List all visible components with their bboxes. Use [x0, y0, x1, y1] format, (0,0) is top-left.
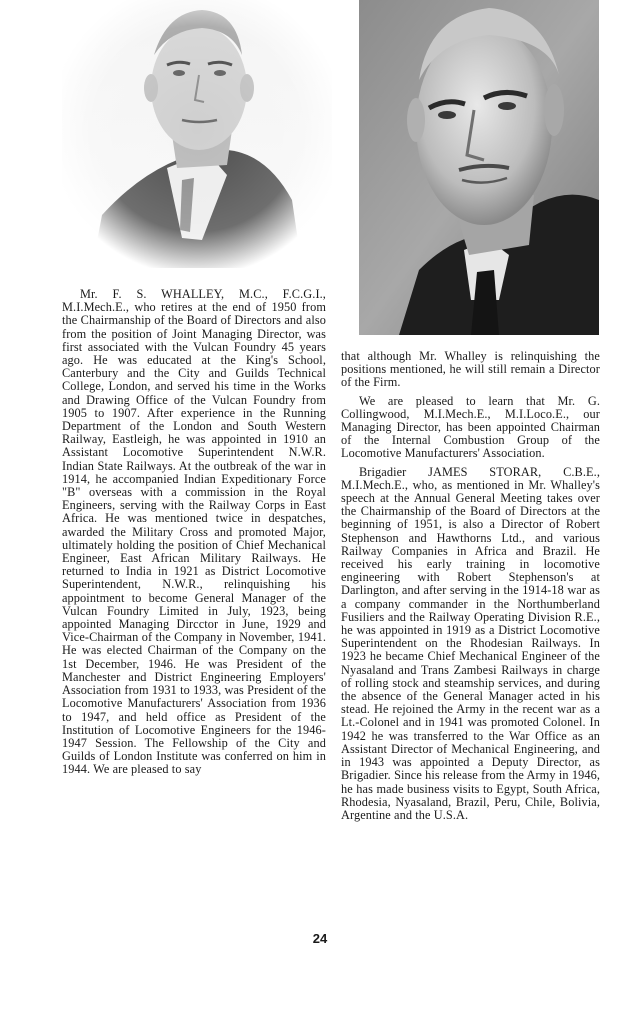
portrait-whalley-image: [62, 0, 332, 268]
storar-biography-paragraph: Brigadier JAMES STORAR, C.B.E., M.I.Mech.E., who, as mentioned in Mr. Whalley's speech at the Annual General Meeting takes over the Chairmanship of the Board of Directors at the beginning of 1951, is also a Director of Robert Stephenson and Hawthorns Ltd., and various Railway Companies in Africa and Brazil. He received his early training in locomotive engineering with Robert Stephenson's at Darlington, and after serving in the 1914-18 war as a company commander in the Northumberland Fusiliers and the Railway Operating Division R.E., he was appointed in 1919 as a District Locomotive Superintendent on the Rhodesian Railways. In 1923 he became Chief Mechanical Engineer of the Nyasaland and Trans Zambesi Railways in charge of rolling stock and steamship services, and during the absence of the General Manager acted in his stead. He rejoined the Army in the recent war as a Lt.-Colonel and in 1941 was promoted Colonel. In 1942 he was transferred to the War Office as an Assistant Director of Mechanical Engineering, and in 1943 was appointed a Deputy Director, as Brigadier. Since his release from the Army in 1946, he has made business visits to Egypt, South Africa, Rhodesia, Nyasaland, Brazil, Peru, Chile, Bolivia, Argentine and the U.S.A.: [341, 464, 600, 822]
whalley-continuation-paragraph: that although Mr. Whalley is relinquishing the positions mentioned, he will still remain a Director of the Firm.: [341, 349, 600, 390]
whalley-biography-paragraph: Mr. F. S. WHALLEY, M.C., F.C.G.I., M.I.Mech.E., who retires at the end of 1950 from the Chairmanship of the Board of Directors and also from the position of Joint Managing Director, was first associated with the Vulcan Foundry 45 years ago. He was educated at the King's School, Canterbury and the City and Guilds Technical College, London, and served his time in the Works and Drawing Office of the Vulcan Foundry from 1905 to 1907. After experience in the Running Department of the London and South Western Railway, Eastleigh, he was appointed in 1910 an Assistant Locomotive Superintendent N.W.R. Indian State Railways. At the outbreak of the war in 1914, he accompanied Indian Expeditionary Force "B" overseas with a commission in the Royal Engineers, serving with the Railway Corps in East Africa. He was mentioned twice in despatches, awarded the Military Cross and promoted Major, ultimately holding the position of Chief Mechanical Engineer, East African Military Railways. He returned to India in 1921 as District Locomotive Superintendent, N.W.R., relinquishing his appointment to become General Manager of the Vulcan Foundry Limited in July, 1923, being appointed Managing Dircctor in June, 1929 and Vice-Chairman of the Company in November, 1941. He was elected Chairman of the Company on the 1st December, 1946. He was President of the Manchester and District Engineering Employers' Association from 1931 to 1933, was President of the Locomotive Manufacturers' Association from 1936 to 1947, and held office as President of the Institution of Locomotive Engineers for the 1946-1947 Session. The Fellowship of the City and Guilds of London Institute was conferred on him in 1944. We are pleased to say: [62, 287, 326, 777]
portrait-storar-image: [359, 0, 599, 335]
portrait-storar: [359, 0, 599, 335]
article-right-column: [341, 350, 600, 822]
article-left-column: [62, 288, 326, 777]
portrait-whalley: [62, 0, 332, 268]
page-number: 24: [312, 931, 328, 946]
collingwood-paragraph: We are pleased to learn that Mr. G. Collingwood, M.I.Mech.E., M.I.Loco.E., our Managing Director, has been appointed Chairman of the Internal Combustion Group of the Locomotive Manufacturers' Association.: [341, 393, 600, 461]
